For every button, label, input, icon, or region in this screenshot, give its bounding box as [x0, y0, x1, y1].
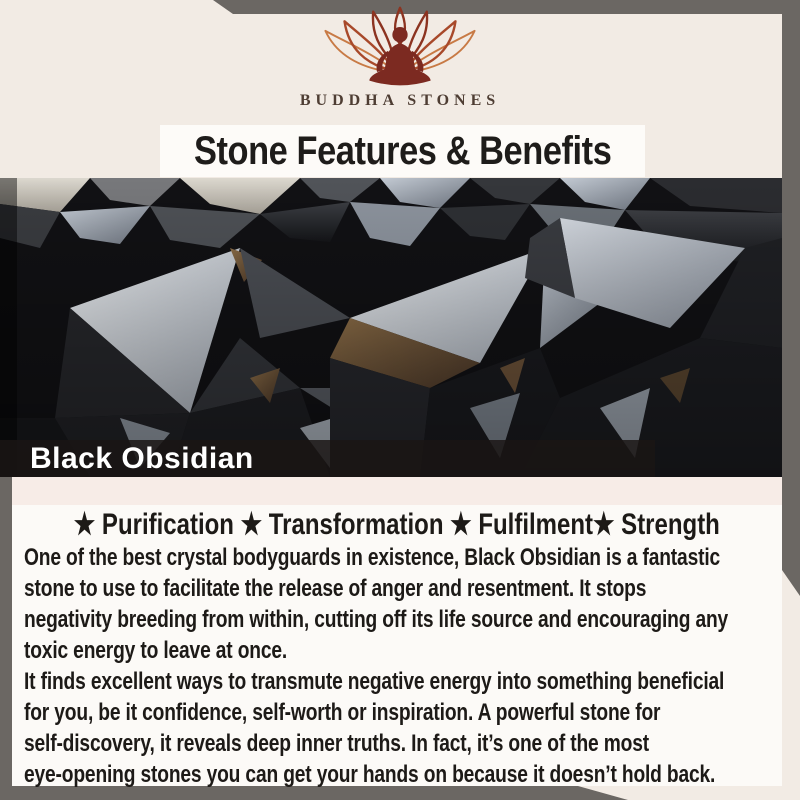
photo-caption-bar — [0, 440, 655, 477]
description-line: eye-opening stones you can get your hands on because it doesn’t hold back. — [24, 761, 716, 788]
title-banner — [160, 125, 645, 177]
divider-band — [12, 477, 782, 505]
buddha-stones-lotus-logo — [300, 6, 500, 94]
description-text — [24, 542, 794, 790]
description-line: negativity breeding from within, cutting off its life source and encouraging any — [24, 606, 729, 633]
description-section — [12, 505, 782, 786]
stone-name-label: Black Obsidian — [30, 441, 254, 475]
description-line: It finds excellent ways to transmute negative energy into something beneficial — [24, 668, 725, 695]
description-line: stone to use to facilitate the release of anger and resentment. It stops — [24, 575, 647, 602]
photo-left-shade — [0, 178, 17, 477]
meditating-figure — [369, 27, 430, 85]
page-title: Stone Features & Benefits — [193, 128, 612, 173]
description-line: One of the best crystal bodyguards in existence, Black Obsidian is a fantastic — [24, 544, 721, 571]
brand-header — [0, 6, 800, 110]
obsidian-crystals-illustration — [0, 178, 782, 477]
frame-left-bar — [0, 477, 12, 800]
description-line: toxic energy to leave at once. — [24, 637, 288, 664]
description-line: for you, be it confidence, self-worth or inspiration. A powerful stone for — [24, 699, 661, 726]
obsidian-photo — [0, 178, 782, 477]
brand-name: BUDDHA STONES — [299, 92, 501, 109]
features-line: ★ Purification ★ Transformation ★ Fulfilment★ Strength — [73, 508, 720, 541]
description-line: self-discovery, it reveals deep inner truths. In fact, it’s one of the most — [24, 730, 649, 757]
